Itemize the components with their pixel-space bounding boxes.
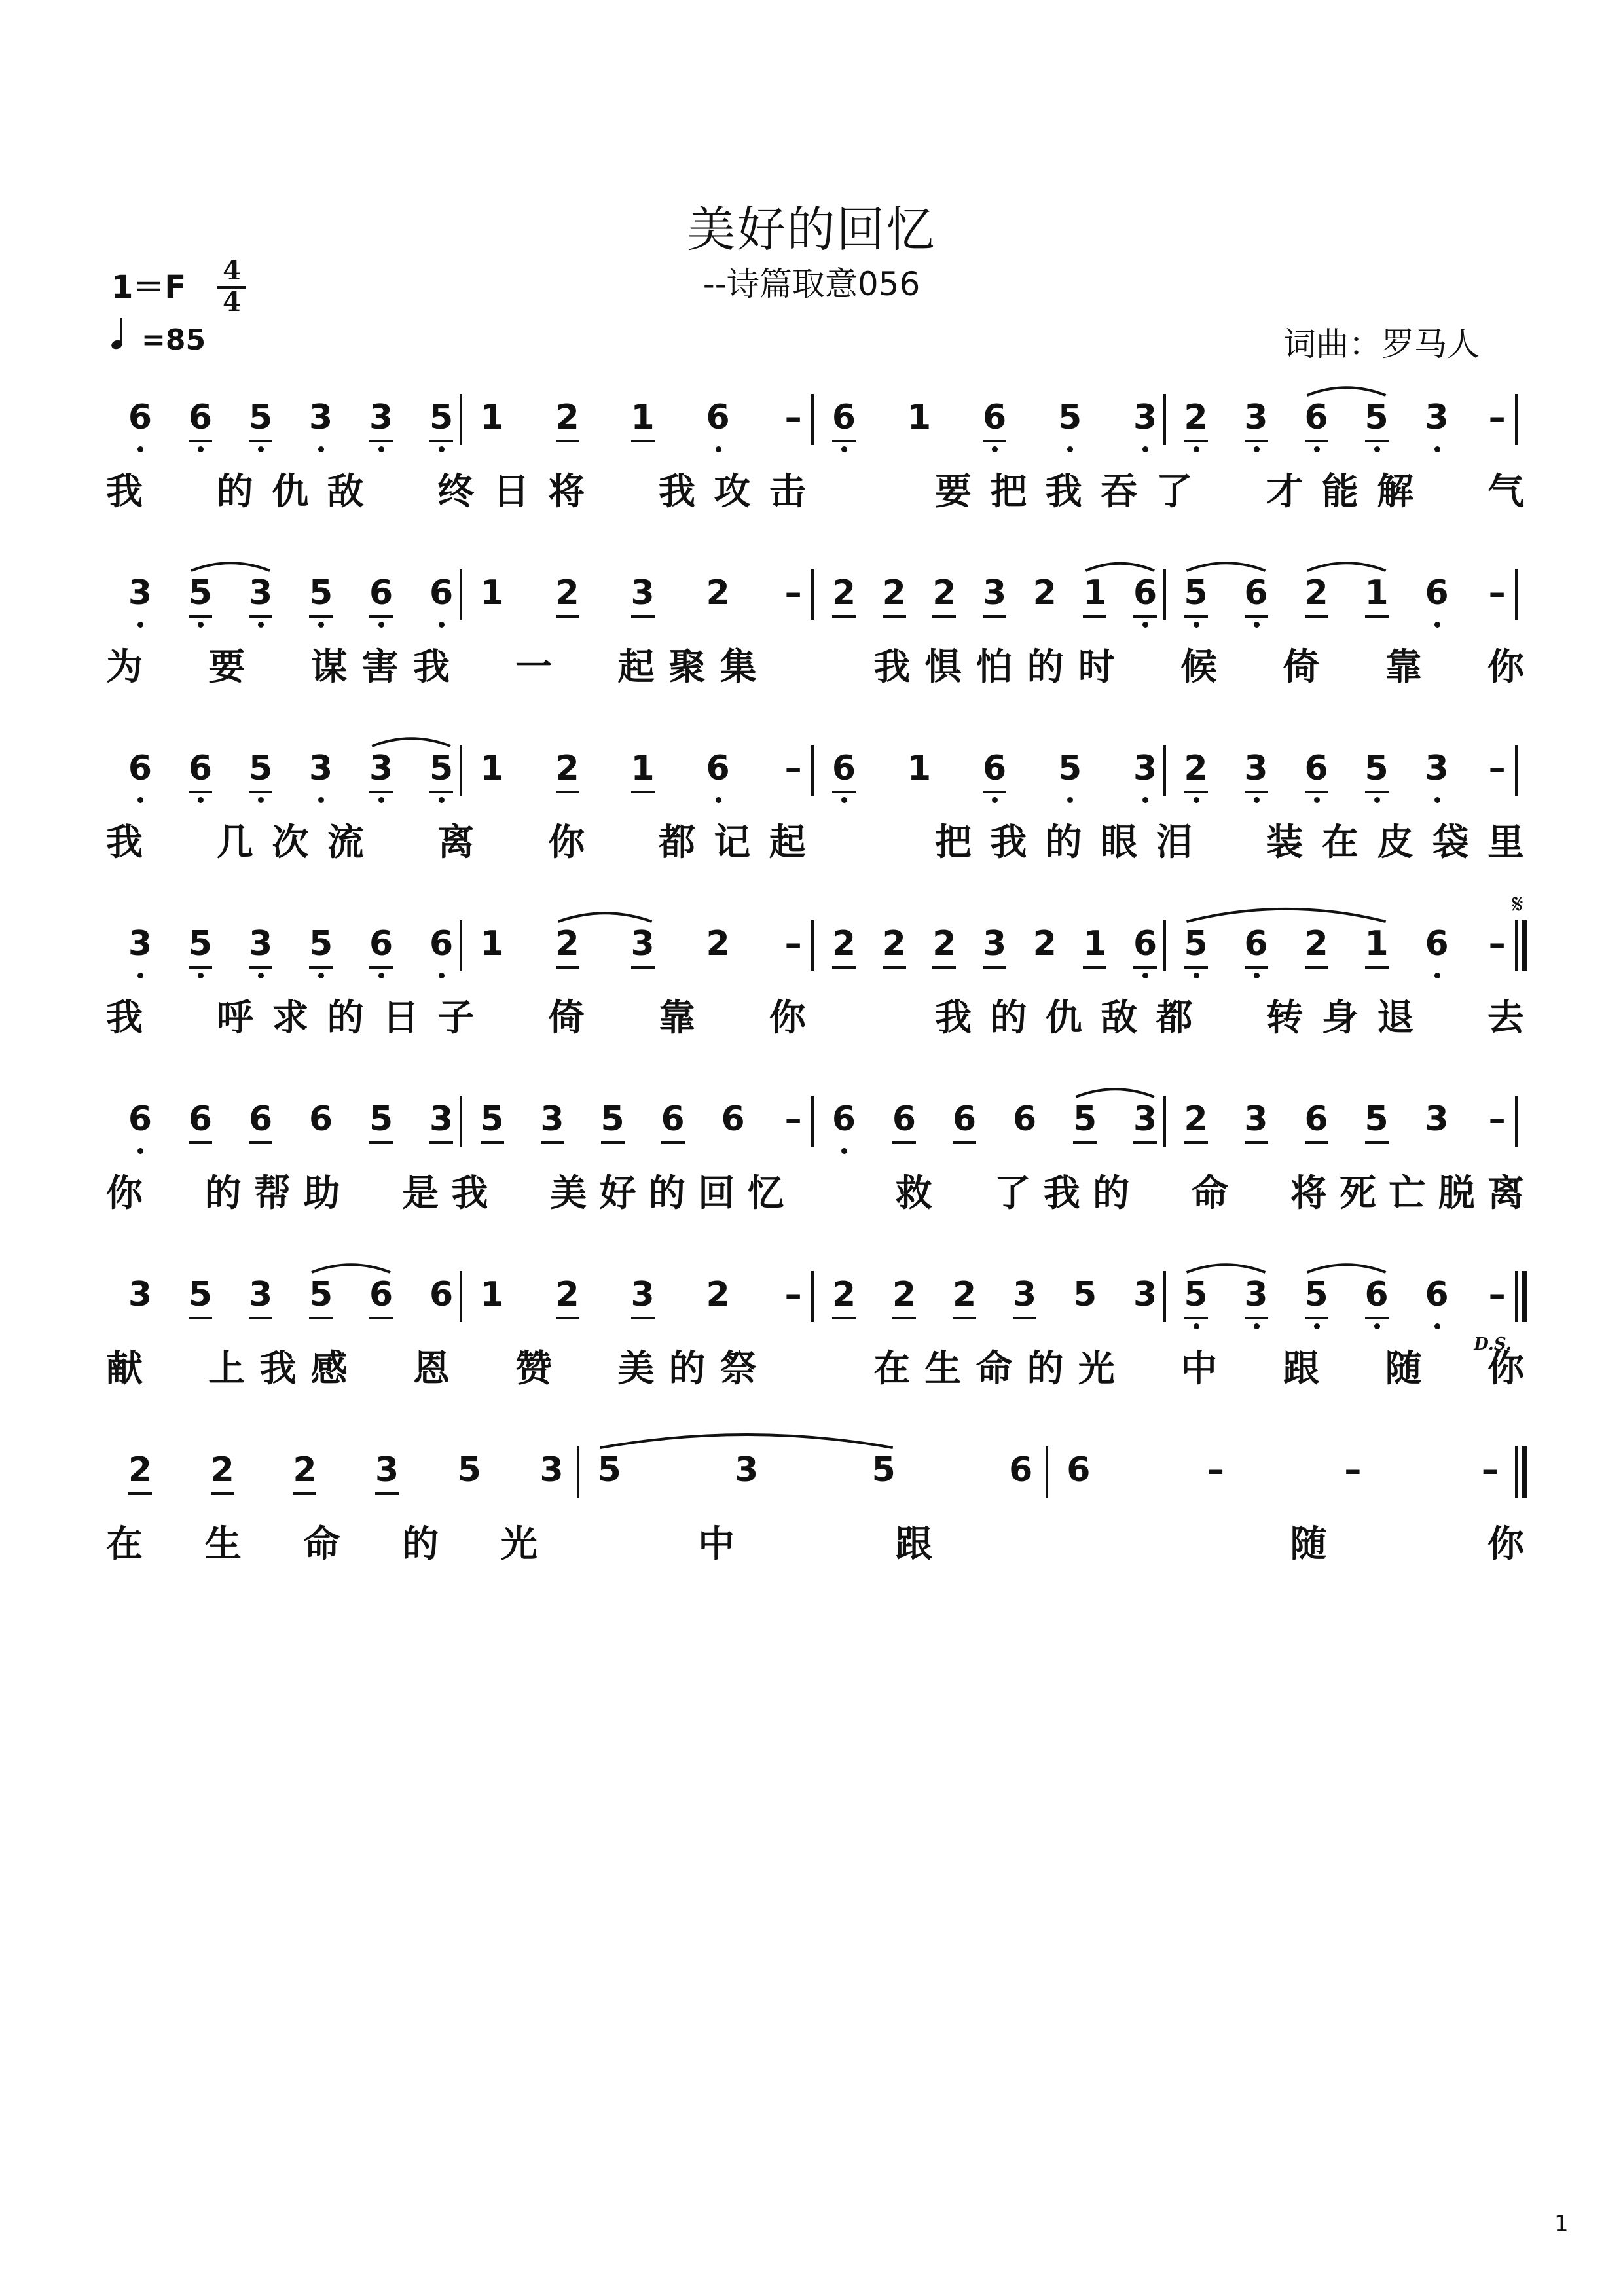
note: 3 bbox=[248, 1275, 273, 1314]
note: 2 bbox=[1032, 573, 1057, 613]
lyric-char: 随 bbox=[1290, 1523, 1327, 1566]
lyric-char: 我 bbox=[451, 1172, 488, 1215]
note: 1 bbox=[480, 924, 504, 963]
lyric-char: 聚 bbox=[668, 646, 706, 689]
note: 6 bbox=[721, 1100, 745, 1139]
note: 3 bbox=[1425, 398, 1449, 437]
lyric-char: 日 bbox=[382, 997, 419, 1039]
note: 5 bbox=[871, 1450, 896, 1490]
lyric-char: 仇 bbox=[1045, 997, 1082, 1039]
lyric-char: 随 bbox=[1385, 1348, 1422, 1390]
lyric-char: 离 bbox=[1487, 1172, 1524, 1215]
note: 3 bbox=[1012, 1275, 1037, 1314]
note: 6 bbox=[429, 924, 454, 963]
note: 1 bbox=[1364, 573, 1389, 613]
note: 6 bbox=[982, 749, 1007, 788]
lyric-char: 生 bbox=[204, 1523, 242, 1566]
note: 1 bbox=[1083, 924, 1107, 963]
note: 6 bbox=[831, 749, 856, 788]
note: 3 bbox=[128, 1275, 153, 1314]
slur-arc bbox=[1307, 563, 1386, 571]
note: 3 bbox=[248, 924, 273, 963]
lyric-char: 助 bbox=[303, 1172, 340, 1215]
lyric-char: 跟 bbox=[1283, 1348, 1320, 1390]
slur-arc bbox=[1307, 387, 1386, 395]
lyric-char: 我 bbox=[106, 997, 143, 1039]
lyric-char: 倚 bbox=[548, 997, 585, 1039]
note: 3 bbox=[982, 573, 1007, 613]
note: 2 bbox=[555, 749, 579, 788]
lyric-char: 回 bbox=[698, 1172, 735, 1215]
note: 6 bbox=[831, 398, 856, 437]
lyric-char: 亡 bbox=[1389, 1172, 1426, 1215]
note: – bbox=[1488, 749, 1506, 788]
lyric-char: 的 bbox=[1045, 821, 1082, 864]
lyric-char: 的 bbox=[1027, 646, 1064, 689]
lyric-char: 跟 bbox=[895, 1523, 932, 1566]
lyric-char: 能 bbox=[1321, 471, 1359, 513]
lyric-char: 把 bbox=[990, 471, 1027, 513]
lyric-char: 光 bbox=[500, 1523, 538, 1566]
lyric-char: 美 bbox=[617, 1348, 655, 1390]
lyric-char: 要 bbox=[935, 471, 972, 513]
note: 5 bbox=[188, 924, 213, 963]
note: 2 bbox=[555, 398, 579, 437]
note: – bbox=[784, 573, 802, 613]
note: 3 bbox=[369, 398, 393, 437]
lyric-char: 将 bbox=[548, 471, 585, 513]
key-signature: 1＝F bbox=[111, 269, 187, 306]
lyric-char: 命 bbox=[976, 1348, 1013, 1390]
lyric-char: 谋 bbox=[310, 646, 348, 689]
lyric-char: 的 bbox=[216, 471, 253, 513]
lyric-char: 靠 bbox=[1385, 646, 1422, 689]
note: 5 bbox=[457, 1450, 481, 1490]
note: 6 bbox=[369, 573, 393, 613]
note: 6 bbox=[1425, 1275, 1449, 1314]
slur-arc bbox=[1187, 909, 1386, 922]
note: 5 bbox=[600, 1100, 625, 1139]
lyric-char: 为 bbox=[106, 646, 143, 689]
lyric-char: 感 bbox=[310, 1348, 348, 1390]
lyric-char: 呼 bbox=[216, 997, 253, 1039]
lyric-char: 献 bbox=[106, 1348, 143, 1390]
note: 5 bbox=[1364, 749, 1389, 788]
time-signature-numerator: 4 bbox=[223, 255, 241, 286]
note: 6 bbox=[1425, 573, 1449, 613]
lyric-char: 在 bbox=[873, 1348, 911, 1390]
note: 2 bbox=[932, 924, 957, 963]
song-title: 美好的回忆 bbox=[687, 202, 936, 258]
lyric-char: 将 bbox=[1290, 1172, 1327, 1215]
note: 5 bbox=[1058, 398, 1082, 437]
note: 6 bbox=[952, 1100, 977, 1139]
lyric-char: 靠 bbox=[659, 997, 695, 1039]
lyric-char: 上 bbox=[208, 1348, 246, 1390]
page-number: 1 bbox=[1554, 2211, 1569, 2237]
note: 3 bbox=[539, 1450, 564, 1490]
da-segno-label: D.S. bbox=[1474, 1335, 1512, 1354]
lyric-char: 仇 bbox=[272, 471, 309, 513]
note: 6 bbox=[706, 398, 730, 437]
song-subtitle: --诗篇取意056 bbox=[702, 265, 921, 303]
lyric-char: 死 bbox=[1339, 1172, 1376, 1215]
note: 6 bbox=[1304, 749, 1328, 788]
time-signature-denominator: 4 bbox=[223, 287, 241, 317]
lyric-char: 里 bbox=[1487, 821, 1524, 864]
note: 5 bbox=[369, 1100, 393, 1139]
note: 6 bbox=[982, 398, 1007, 437]
lyric-char: 一 bbox=[515, 646, 553, 689]
note: 6 bbox=[1244, 573, 1268, 613]
note: 1 bbox=[480, 749, 504, 788]
note: 2 bbox=[1032, 924, 1057, 963]
lyric-char: 去 bbox=[1487, 997, 1524, 1039]
note: 5 bbox=[1184, 924, 1208, 963]
lyric-char: 的 bbox=[1027, 1348, 1064, 1390]
lyric-char: 脱 bbox=[1438, 1172, 1475, 1215]
note: 1 bbox=[1364, 924, 1389, 963]
lyric-char: 我 bbox=[106, 821, 143, 864]
note: 5 bbox=[480, 1100, 504, 1139]
lyric-char: 救 bbox=[895, 1172, 932, 1215]
note: 5 bbox=[1364, 398, 1389, 437]
note: – bbox=[1344, 1450, 1362, 1490]
lyric-char: 你 bbox=[769, 997, 806, 1039]
note: 6 bbox=[128, 1100, 153, 1139]
note: – bbox=[1488, 924, 1506, 963]
note: 3 bbox=[429, 1100, 454, 1139]
note: 5 bbox=[308, 924, 333, 963]
note: – bbox=[1207, 1450, 1224, 1490]
lyric-char: 怕 bbox=[976, 646, 1013, 689]
lyric-char: 眼 bbox=[1101, 821, 1138, 864]
note: 3 bbox=[1244, 398, 1268, 437]
note: 6 bbox=[188, 398, 213, 437]
lyric-char: 的 bbox=[1093, 1172, 1130, 1215]
lyric-char: 退 bbox=[1377, 997, 1414, 1039]
lyric-char: 我 bbox=[935, 997, 972, 1039]
lyric-char: 记 bbox=[714, 821, 751, 864]
lyric-char: 了 bbox=[1156, 471, 1193, 513]
note: 3 bbox=[1425, 1100, 1449, 1139]
slur-arc bbox=[1187, 563, 1266, 571]
lyric-char: 的 bbox=[402, 1523, 439, 1566]
lyric-char: 你 bbox=[1487, 1523, 1524, 1566]
note: 1 bbox=[907, 398, 932, 437]
note: – bbox=[784, 398, 802, 437]
note: 1 bbox=[1083, 573, 1107, 613]
note: 3 bbox=[1133, 398, 1158, 437]
note: 5 bbox=[188, 1275, 213, 1314]
note: – bbox=[1488, 398, 1506, 437]
note: – bbox=[1488, 1275, 1506, 1314]
lyric-char: 攻 bbox=[714, 471, 751, 513]
lyric-char: 你 bbox=[548, 821, 585, 864]
note: 3 bbox=[735, 1450, 759, 1490]
note: 6 bbox=[892, 1100, 917, 1139]
note: 1 bbox=[480, 573, 504, 613]
lyric-char: 要 bbox=[208, 646, 246, 689]
note: 5 bbox=[308, 1275, 333, 1314]
note: 6 bbox=[1067, 1450, 1091, 1490]
note: 2 bbox=[210, 1450, 234, 1490]
note: 2 bbox=[555, 573, 579, 613]
lyric-char: 惧 bbox=[924, 646, 962, 689]
lyric-char: 都 bbox=[659, 821, 695, 864]
note: 6 bbox=[248, 1100, 273, 1139]
note: 6 bbox=[1244, 924, 1268, 963]
note: 3 bbox=[1244, 1275, 1268, 1314]
note: 2 bbox=[1184, 398, 1208, 437]
note: 6 bbox=[369, 1275, 393, 1314]
note: 2 bbox=[706, 1275, 730, 1314]
lyric-char: 的 bbox=[648, 1172, 685, 1215]
slur-arc bbox=[312, 1265, 390, 1272]
note: 5 bbox=[429, 749, 454, 788]
lyric-char: 转 bbox=[1266, 997, 1304, 1039]
note: 5 bbox=[1073, 1275, 1097, 1314]
lyric-char: 几 bbox=[216, 821, 253, 864]
lyric-char: 命 bbox=[303, 1523, 340, 1566]
lyric-char: 解 bbox=[1377, 471, 1414, 513]
note: 2 bbox=[831, 924, 856, 963]
note: 6 bbox=[1425, 924, 1449, 963]
note: 2 bbox=[1184, 749, 1208, 788]
note: 6 bbox=[128, 398, 153, 437]
note: 2 bbox=[831, 1275, 856, 1314]
lyric-char: 时 bbox=[1078, 646, 1115, 689]
lyric-char: 把 bbox=[935, 821, 972, 864]
lyric-char: 生 bbox=[924, 1348, 962, 1390]
lyric-char: 起 bbox=[617, 646, 655, 689]
lyric-char: 才 bbox=[1266, 471, 1304, 513]
note: 6 bbox=[429, 573, 454, 613]
note: 6 bbox=[831, 1100, 856, 1139]
lyric-char: 集 bbox=[720, 646, 757, 689]
lyric-char: 是 bbox=[402, 1172, 439, 1215]
lyric-char: 离 bbox=[437, 821, 475, 864]
note: 2 bbox=[555, 1275, 579, 1314]
note: – bbox=[1488, 573, 1506, 613]
note: 2 bbox=[882, 573, 906, 613]
note: 6 bbox=[661, 1100, 685, 1139]
note: 3 bbox=[248, 573, 273, 613]
note: 5 bbox=[188, 573, 213, 613]
lyric-char: 求 bbox=[272, 997, 309, 1039]
note: 2 bbox=[555, 924, 579, 963]
lyric-char: 的 bbox=[204, 1172, 242, 1215]
lyric-char: 的 bbox=[668, 1348, 706, 1390]
segno-sign: 𝄋 bbox=[1512, 889, 1523, 920]
lyric-char: 日 bbox=[492, 471, 530, 513]
note: 3 bbox=[1244, 1100, 1268, 1139]
lyric-char: 好 bbox=[599, 1172, 636, 1215]
lyric-char: 我 bbox=[106, 471, 143, 513]
lyric-char: 敌 bbox=[327, 471, 364, 513]
lyric-char: 恩 bbox=[412, 1348, 450, 1390]
note: 3 bbox=[982, 924, 1007, 963]
lyric-char: 赞 bbox=[515, 1348, 553, 1390]
lyric-char: 忆 bbox=[747, 1172, 784, 1215]
slur-arc bbox=[191, 563, 270, 571]
note: – bbox=[784, 1275, 802, 1314]
note: 1 bbox=[480, 398, 504, 437]
note: 2 bbox=[882, 924, 906, 963]
note: – bbox=[1481, 1450, 1499, 1490]
lyric-char: 气 bbox=[1487, 471, 1524, 513]
note: 3 bbox=[369, 749, 393, 788]
note: 6 bbox=[369, 924, 393, 963]
note: 3 bbox=[1133, 1275, 1158, 1314]
note: 1 bbox=[630, 398, 655, 437]
slur-arc bbox=[1187, 1265, 1266, 1272]
note: 3 bbox=[128, 924, 153, 963]
lyric-char: 的 bbox=[327, 997, 364, 1039]
lyric-char: 在 bbox=[1321, 821, 1359, 864]
note: 3 bbox=[375, 1450, 399, 1490]
note: 6 bbox=[1009, 1450, 1033, 1490]
note: 6 bbox=[429, 1275, 454, 1314]
lyric-char: 子 bbox=[437, 997, 475, 1039]
note: 2 bbox=[952, 1275, 977, 1314]
note: 6 bbox=[188, 749, 213, 788]
lyric-char: 我 bbox=[412, 646, 450, 689]
lyric-char: 击 bbox=[769, 471, 806, 513]
note: – bbox=[784, 749, 802, 788]
note: 3 bbox=[630, 1275, 655, 1314]
note: 2 bbox=[128, 1450, 153, 1490]
lyric-char: 美 bbox=[550, 1172, 587, 1215]
lyric-char: 祭 bbox=[720, 1348, 757, 1390]
lyric-char: 泪 bbox=[1156, 821, 1193, 864]
lyric-char: 我 bbox=[659, 471, 695, 513]
note: 6 bbox=[308, 1100, 333, 1139]
note: 3 bbox=[1244, 749, 1268, 788]
lyric-char: 袋 bbox=[1432, 821, 1469, 864]
note: 2 bbox=[831, 573, 856, 613]
lyric-char: 了 bbox=[994, 1172, 1031, 1215]
note: 1 bbox=[907, 749, 932, 788]
lyric-char: 的 bbox=[990, 997, 1027, 1039]
lyric-char: 在 bbox=[106, 1523, 143, 1566]
note: 3 bbox=[1425, 749, 1449, 788]
slur-arc bbox=[372, 738, 450, 746]
note: – bbox=[1488, 1100, 1506, 1139]
note: 5 bbox=[248, 398, 273, 437]
lyric-char: 我 bbox=[259, 1348, 297, 1390]
note: 2 bbox=[293, 1450, 317, 1490]
note: – bbox=[784, 924, 802, 963]
note: 2 bbox=[706, 924, 730, 963]
lyric-char: 都 bbox=[1156, 997, 1193, 1039]
lyric-char: 敌 bbox=[1101, 997, 1138, 1039]
lyric-char: 你 bbox=[1487, 646, 1524, 689]
note: 3 bbox=[540, 1100, 564, 1139]
note: 6 bbox=[1364, 1275, 1389, 1314]
note: 6 bbox=[1304, 398, 1328, 437]
note: 5 bbox=[597, 1450, 621, 1490]
lyric-char: 我 bbox=[1043, 1172, 1080, 1215]
note: 5 bbox=[1058, 749, 1082, 788]
lyric-char: 皮 bbox=[1377, 821, 1414, 864]
lyric-char: 中 bbox=[698, 1523, 735, 1566]
slur-arc bbox=[558, 913, 652, 922]
note: 2 bbox=[1304, 924, 1328, 963]
lyric-char: 我 bbox=[873, 646, 911, 689]
note: 5 bbox=[248, 749, 273, 788]
note: 6 bbox=[1012, 1100, 1037, 1139]
lyric-char: 身 bbox=[1321, 997, 1359, 1039]
note: 3 bbox=[1133, 1100, 1158, 1139]
slur-arc bbox=[600, 1435, 893, 1448]
note: 1 bbox=[630, 749, 655, 788]
slur-arc bbox=[1085, 564, 1154, 571]
note: 6 bbox=[128, 749, 153, 788]
note: 6 bbox=[188, 1100, 213, 1139]
tempo-value: =85 bbox=[141, 323, 206, 357]
note: 5 bbox=[1304, 1275, 1328, 1314]
note: 3 bbox=[630, 924, 655, 963]
note: 5 bbox=[1184, 1275, 1208, 1314]
note: 5 bbox=[1184, 573, 1208, 613]
note: 2 bbox=[892, 1275, 917, 1314]
note: 5 bbox=[1364, 1100, 1389, 1139]
note: 3 bbox=[630, 573, 655, 613]
slur-arc bbox=[1307, 1265, 1386, 1272]
lyric-char: 害 bbox=[361, 646, 399, 689]
note: 2 bbox=[1304, 573, 1328, 613]
note: – bbox=[784, 1100, 802, 1139]
lyric-char: 终 bbox=[437, 471, 475, 513]
lyric-char: 你 bbox=[106, 1172, 143, 1215]
lyric-char: 我 bbox=[1045, 471, 1082, 513]
lyric-char: 你 bbox=[1487, 1348, 1524, 1390]
note: 6 bbox=[1133, 573, 1158, 613]
note: 3 bbox=[308, 749, 333, 788]
note: 5 bbox=[429, 398, 454, 437]
note: 1 bbox=[480, 1275, 504, 1314]
note: 3 bbox=[308, 398, 333, 437]
lyric-char: 我 bbox=[990, 821, 1027, 864]
note: 3 bbox=[128, 573, 153, 613]
note: 3 bbox=[1133, 749, 1158, 788]
slur-arc bbox=[1076, 1089, 1154, 1097]
lyric-char: 次 bbox=[272, 821, 309, 864]
note: 2 bbox=[932, 573, 957, 613]
lyric-char: 起 bbox=[769, 821, 806, 864]
note: 2 bbox=[1184, 1100, 1208, 1139]
lyricist-composer: 词曲：罗马人 bbox=[1283, 325, 1480, 363]
lyric-char: 命 bbox=[1191, 1172, 1228, 1215]
lyric-char: 倚 bbox=[1283, 646, 1320, 689]
note: 2 bbox=[706, 573, 730, 613]
note: 6 bbox=[706, 749, 730, 788]
note: 6 bbox=[1133, 924, 1158, 963]
lyric-char: 流 bbox=[327, 821, 364, 864]
lyric-char: 吞 bbox=[1101, 471, 1138, 513]
lyric-char: 装 bbox=[1266, 821, 1304, 864]
note: 5 bbox=[1073, 1100, 1097, 1139]
lyric-char: 候 bbox=[1180, 646, 1218, 689]
note: 6 bbox=[1304, 1100, 1328, 1139]
note: 5 bbox=[308, 573, 333, 613]
lyric-char: 光 bbox=[1078, 1348, 1115, 1390]
lyric-char: 帮 bbox=[254, 1172, 291, 1215]
lyric-char: 中 bbox=[1180, 1348, 1218, 1390]
